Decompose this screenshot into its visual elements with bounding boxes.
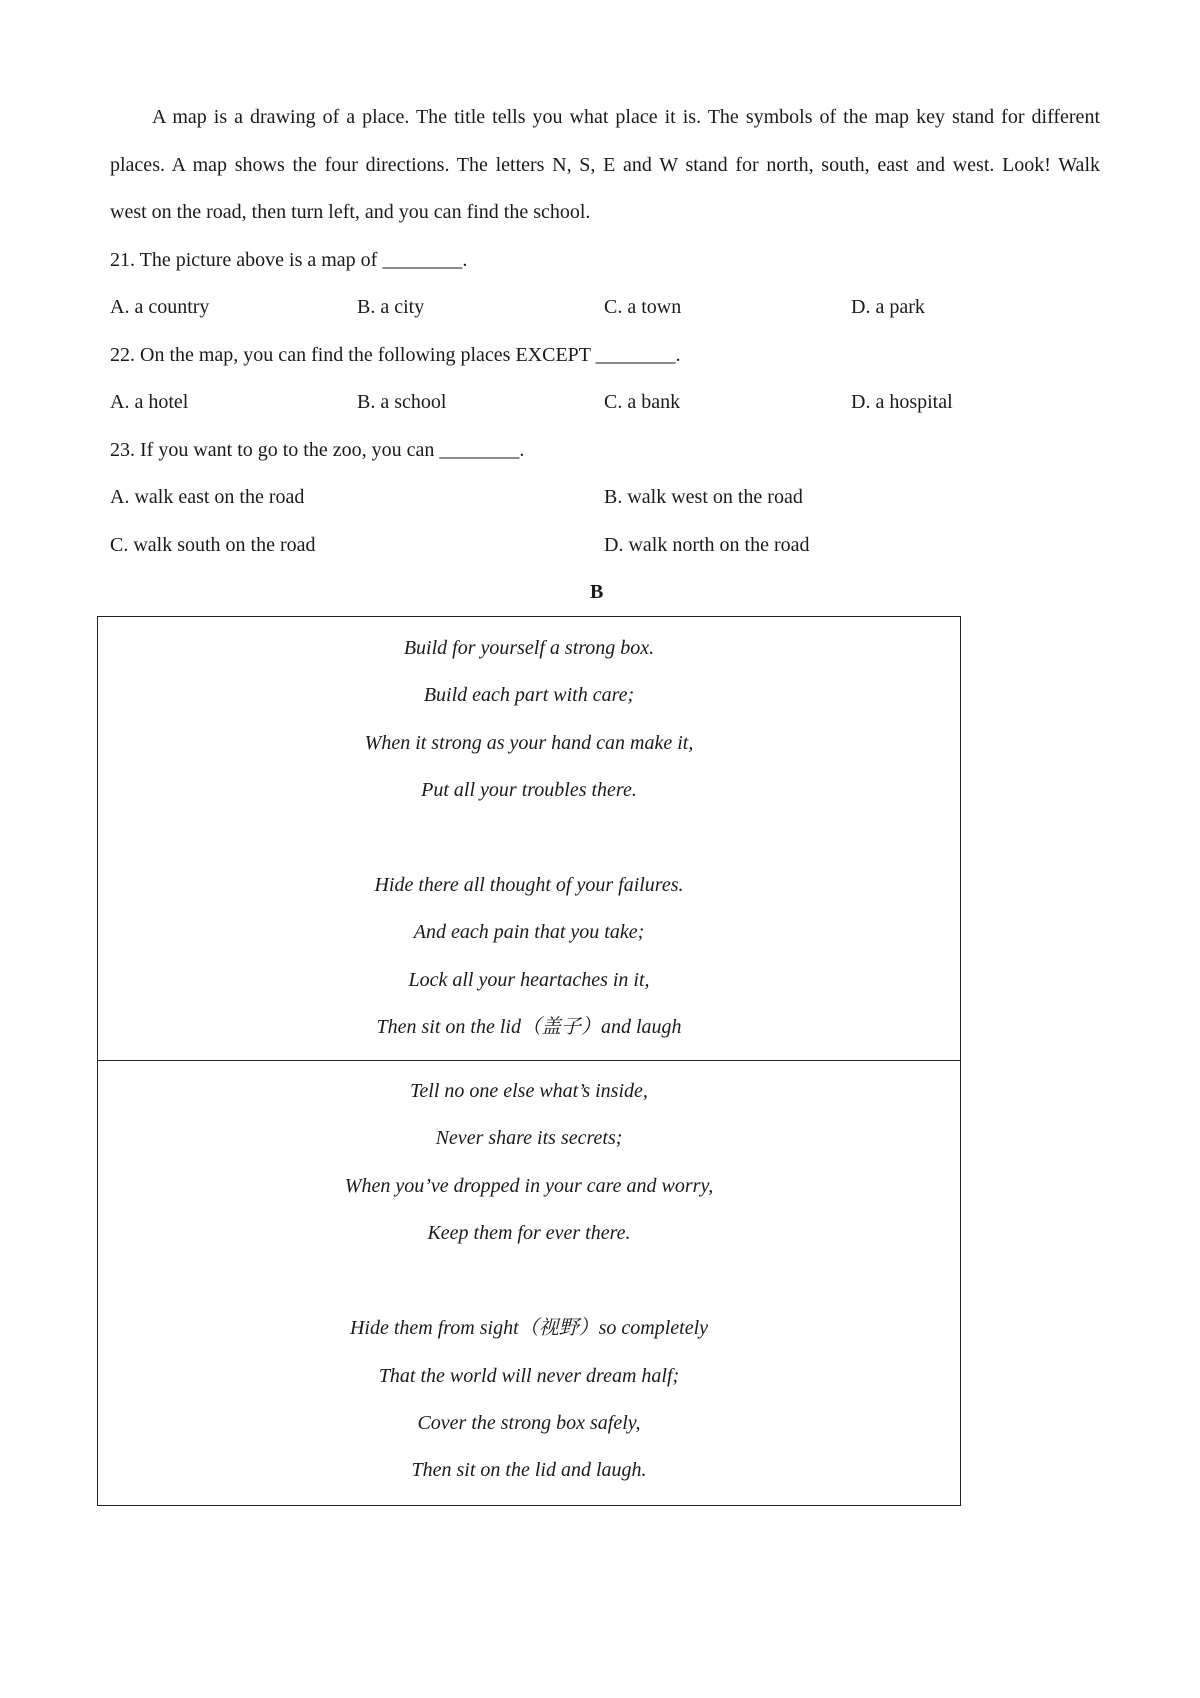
poem-line: Build for yourself a strong box. bbox=[403, 637, 655, 659]
poem-line: Keep them for ever there. bbox=[427, 1222, 631, 1244]
poem-line: Build each part with care; bbox=[423, 684, 635, 706]
poem-line: And each pain that you take; bbox=[413, 921, 645, 943]
passage-line-2: places. A map shows the four directions. The letters N, S, E and W stand for north, south, east and west. Look! Walk bbox=[110, 154, 1100, 176]
poem-line: When it strong as your hand can make it, bbox=[364, 732, 694, 754]
question-21-option-a: A. a country bbox=[110, 296, 210, 318]
poem-line: Put all your troubles there. bbox=[421, 779, 637, 801]
passage-line-3: west on the road, then turn left, and you can find the school. bbox=[110, 201, 591, 223]
question-23-option-c: C. walk south on the road bbox=[110, 534, 316, 556]
question-23-option-d: D. walk north on the road bbox=[604, 534, 810, 556]
question-22-stem: 22. On the map, you can find the following places EXCEPT ________. bbox=[110, 344, 681, 366]
poem-line: When you’ve dropped in your care and worry, bbox=[344, 1175, 714, 1197]
question-22-option-d: D. a hospital bbox=[851, 391, 953, 413]
poem-line: Then sit on the lid and laugh. bbox=[411, 1459, 647, 1481]
question-23-stem: 23. If you want to go to the zoo, you can ________. bbox=[110, 439, 525, 461]
question-22-option-c: C. a bank bbox=[604, 391, 681, 413]
section-b-heading: B bbox=[590, 581, 604, 603]
poem-line: Cover the strong box safely, bbox=[417, 1412, 641, 1434]
poem-line: Hide there all thought of your failures. bbox=[374, 874, 684, 896]
question-21-option-c: C. a town bbox=[604, 296, 682, 318]
poem-line: Never share its secrets; bbox=[435, 1127, 623, 1149]
question-22-option-a: A. a hotel bbox=[110, 391, 189, 413]
question-23-option-b: B. walk west on the road bbox=[604, 486, 803, 508]
question-23-option-a: A. walk east on the road bbox=[110, 486, 305, 508]
question-21-option-b: B. a city bbox=[357, 296, 425, 318]
poem-line: Lock all your heartaches in it, bbox=[408, 969, 650, 991]
question-21-stem: 21. The picture above is a map of ________. bbox=[110, 249, 468, 271]
poem-box bbox=[97, 616, 961, 1506]
question-22-option-b: B. a school bbox=[357, 391, 447, 413]
poem-line: Then sit on the lid（盖子）and laugh bbox=[376, 1016, 682, 1038]
passage-line-1: A map is a drawing of a place. The title tells you what place it is. The symbols of the map key stand for different bbox=[152, 106, 1100, 128]
poem-divider bbox=[98, 1060, 960, 1061]
poem-line: Hide them from sight（视野）so completely bbox=[349, 1317, 709, 1339]
poem-line: Tell no one else what’s inside, bbox=[410, 1080, 648, 1102]
question-21-option-d: D. a park bbox=[851, 296, 925, 318]
poem-line: That the world will never dream half; bbox=[378, 1365, 680, 1387]
